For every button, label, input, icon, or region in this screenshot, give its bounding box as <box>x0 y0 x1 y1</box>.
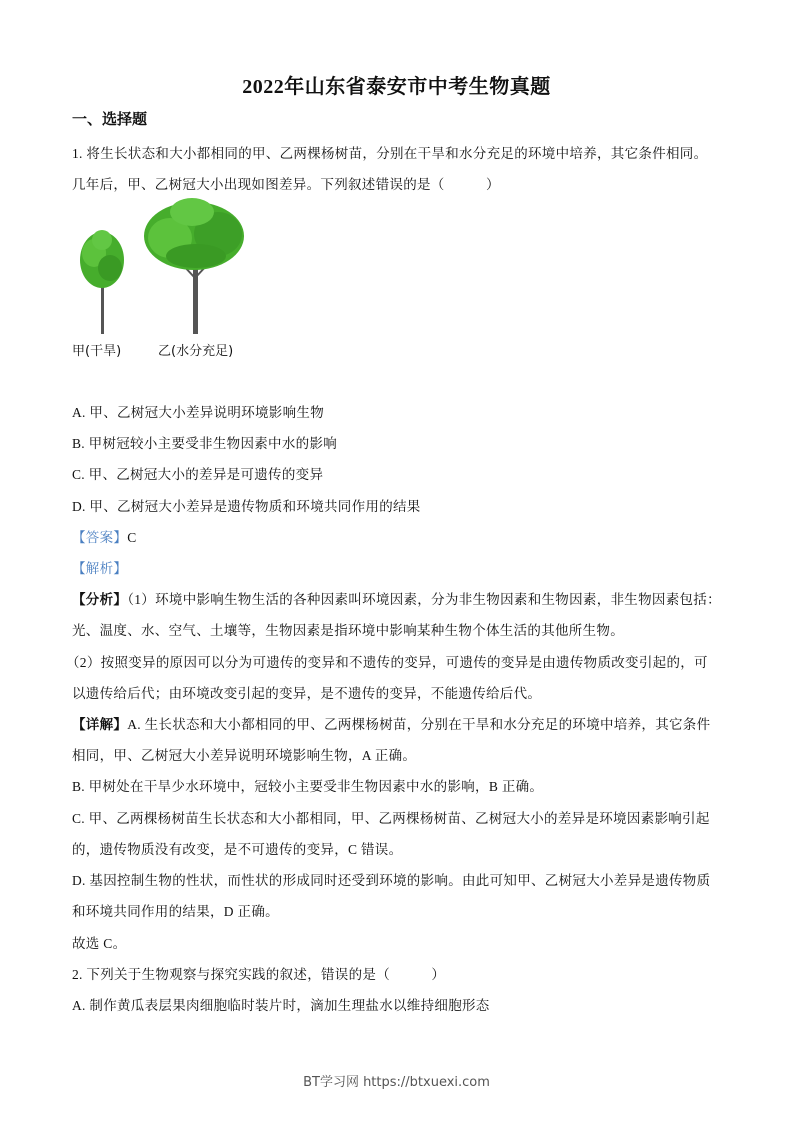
xiangjie-line-6: D. 基因控制生物的性状，而性状的形成同时还受到环境的影响。由此可知甲、乙树冠大小差异是遗传物质 <box>72 873 711 888</box>
page-title: 2022年山东省泰安市中考生物真题 <box>242 76 551 98</box>
q1-option-c: C. 甲、乙树冠大小的差异是可遗传的变异 <box>72 467 324 482</box>
xiangjie-text-1: A. 生长状态和大小都相同的甲、乙两棵杨树苗，分别在干旱和水分充足的环境中培养，其它条件 <box>127 717 711 732</box>
xiangjie-line-7: 和环境共同作用的结果，D 正确。 <box>72 904 279 919</box>
section-heading: 一、选择题 <box>72 112 148 128</box>
q1-stem-line1: 1. 将生长状态和大小都相同的甲、乙两棵杨树苗，分别在干旱和水分充足的环境中培养，其它条件相同。 <box>72 146 708 161</box>
q1-option-a: A. 甲、乙树冠大小差异说明环境影响生物 <box>72 405 324 420</box>
analysis-tag: 【解析】 <box>72 561 128 576</box>
answer-value: C <box>127 530 137 545</box>
fenxi-line-1 <box>72 588 721 608</box>
xiangjie-line-2: 相同，甲、乙树冠大小差异说明环境影响生物，A 正确。 <box>72 748 417 763</box>
q2-stem: 2. 下列关于生物观察与探究实践的叙述，错误的是（ ） <box>72 967 446 982</box>
footer-watermark: BT学习网 https://btxuexi.com <box>303 1075 490 1090</box>
fenxi-line-4: 以遗传给后代；由环境改变引起的变异，是不遗传的变异，不能遗传给后代。 <box>72 686 542 701</box>
figure-label-yi: 乙(水分充足) <box>158 344 234 359</box>
xiangjie-conclusion: 故选 C。 <box>72 936 127 951</box>
xiangjie-line-1 <box>72 713 710 733</box>
xiangjie-line-3: B. 甲树处在干旱少水环境中，冠较小主要受非生物因素中水的影响，B 正确。 <box>72 779 544 794</box>
fenxi-text-1: （1）环境中影响生物生活的各种因素叫环境因素，分为非生物因素和生物因素，非生物因素包括： <box>127 592 721 607</box>
figure-label-jia: 甲(干旱) <box>72 344 122 359</box>
answer-line <box>72 526 137 546</box>
fenxi-line-2: 光、温度、水、空气、土壤等，生物因素是指环境中影响某种生物个体生活的其他所生物。 <box>72 623 624 638</box>
xiangjie-line-5: 的，遗传物质没有改变，是不可遗传的变异，C 错误。 <box>72 842 403 857</box>
tree-figure <box>72 198 262 358</box>
q1-option-d: D. 甲、乙树冠大小差异是遗传物质和环境共同作用的结果 <box>72 499 421 514</box>
q1-option-b: B. 甲树冠较小主要受非生物因素中水的影响 <box>72 436 338 451</box>
fenxi-tag: 【分析】 <box>72 592 128 607</box>
trees-illustration-icon <box>72 198 262 338</box>
answer-tag: 【答案】 <box>72 530 128 545</box>
xiangjie-tag: 【详解】 <box>72 717 128 732</box>
q1-stem-line2: 几年后，甲、乙树冠大小出现如图差异。下列叙述错误的是（ ） <box>72 177 500 192</box>
fenxi-line-3: （2）按照变异的原因可以分为可遗传的变异和不遗传的变异，可遗传的变异是由遗传物质改变引起的，可 <box>66 655 708 670</box>
xiangjie-line-4: C. 甲、乙两棵杨树苗生长状态和大小都相同，甲、乙两棵杨树苗、乙树冠大小的差异是环境因素影响引起 <box>72 811 710 826</box>
q2-option-a: A. 制作黄瓜表层果肉细胞临时装片时，滴加生理盐水以维持细胞形态 <box>72 998 490 1013</box>
